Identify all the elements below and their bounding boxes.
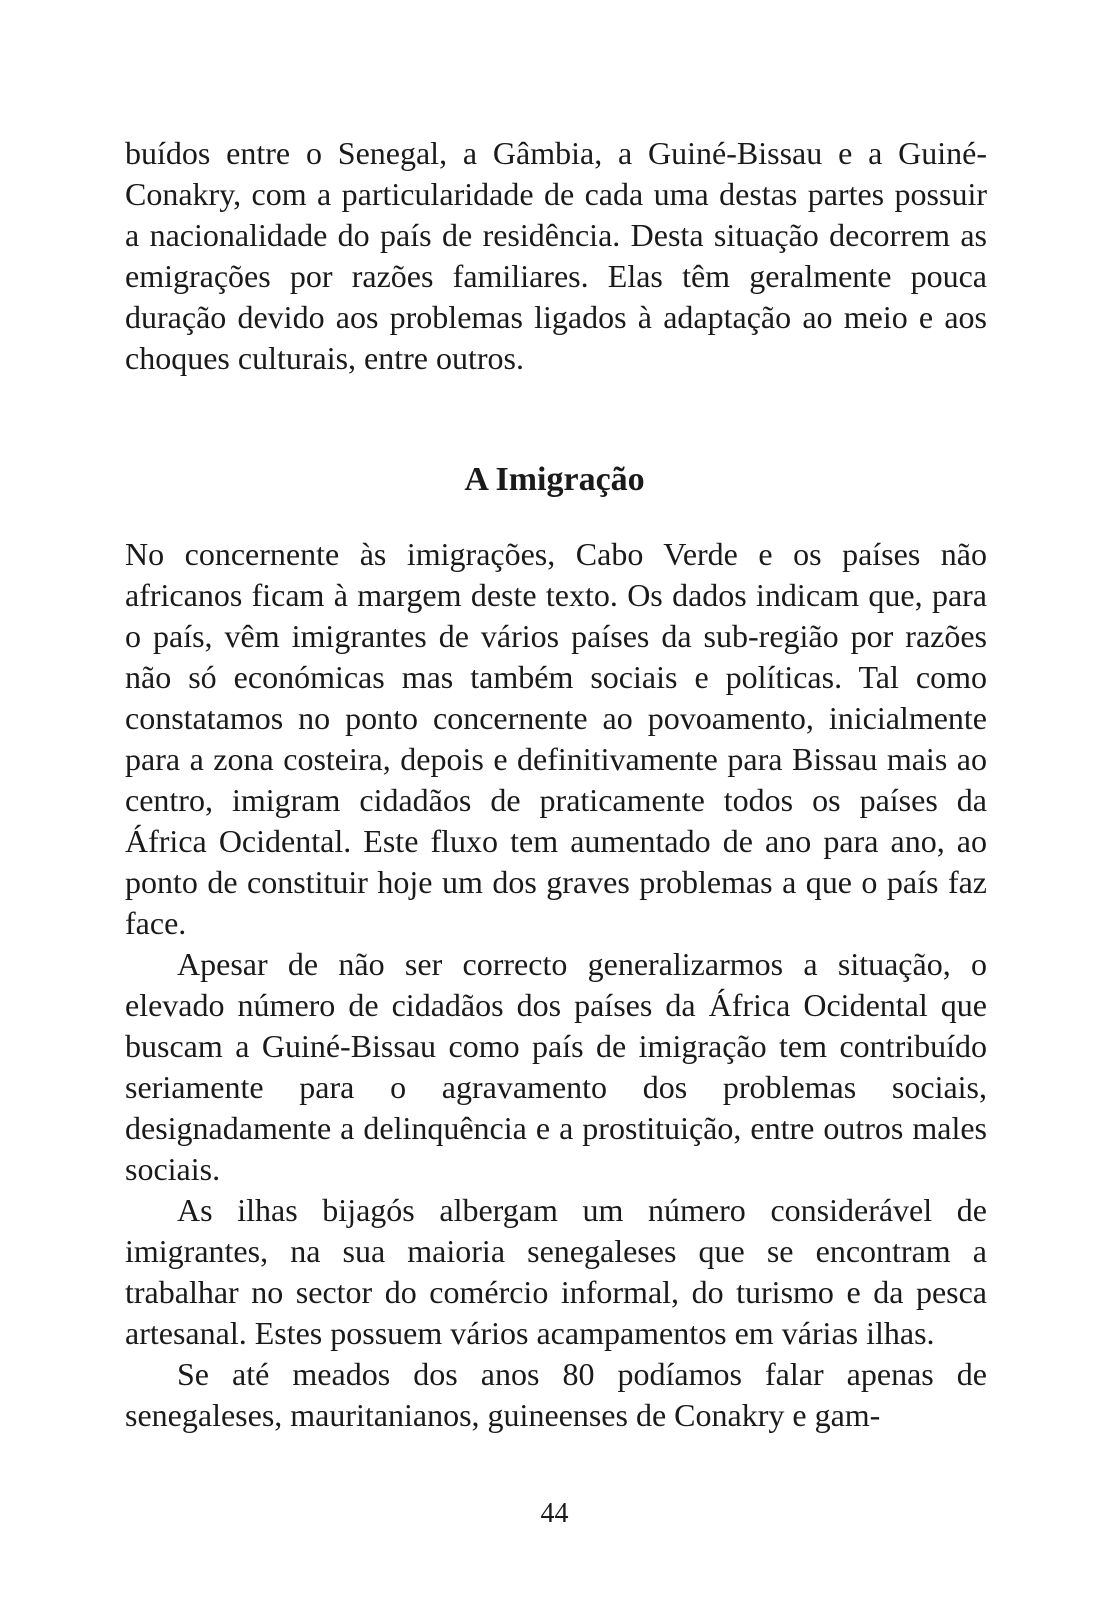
- page-number: 44: [540, 1498, 569, 1529]
- section-body: [125, 534, 987, 1436]
- continuation-text: [125, 133, 987, 379]
- paragraph-continuation: buídos entre o Senegal, a Gâmbia, a Guiné-Bissau e a Guiné-Conakry, com a particularidade de cada uma destas partes possuir a nacionalidade do país de residência. Desta situação decorrem as emigrações por razões familiares. Elas têm geralmente pouca duração devido aos problemas ligados à adaptação ao meio e aos choques culturais, entre outros.: [125, 135, 987, 376]
- section-heading: A Imigração: [464, 461, 645, 498]
- paragraph-1: No concernente às imigrações, Cabo Verde e os países não africanos ficam à margem deste texto. Os dados indicam que, para o país, vêm imigrantes de vários países da sub-região por razões não só económicas mas também sociais e políticas. Tal como constatamos no ponto concernente ao povoamento, inicialmente para a zona costeira, depois e definitivamente para Bissau mais ao centro, imigram cidadãos de praticamente todos os países da África Ocidental. Este fluxo tem aumentado de ano para ano, ao ponto de constituir hoje um dos graves problemas a que o país faz face.: [125, 536, 987, 941]
- paragraph-4: Se até meados dos anos 80 podíamos falar apenas de senegaleses, mauritanianos, guineenses de Conakry e gam-: [125, 1356, 987, 1433]
- paragraph-3: As ilhas bijagós albergam um número considerável de imigrantes, na sua maioria senegaleses que se encontram a trabalhar no sector do comércio informal, do turismo e da pesca artesanal. Estes possuem vários acampamentos em várias ilhas.: [125, 1192, 987, 1351]
- paragraph-2: Apesar de não ser correcto generalizarmos a situação, o elevado número de cidadãos dos países da África Ocidental que buscam a Guiné-Bissau como país de imigração tem contribuído seriamente para o agravamento dos problemas sociais, designadamente a delinquência e a prostituição, entre outros males sociais.: [125, 946, 987, 1187]
